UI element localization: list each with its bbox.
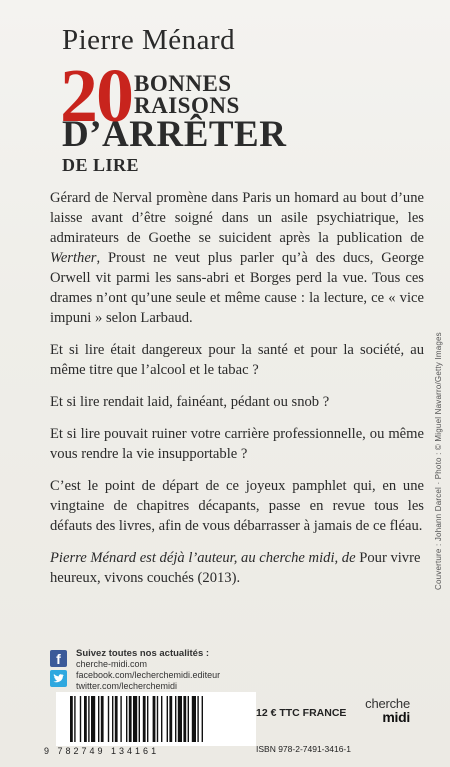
facebook-icon: f bbox=[50, 650, 67, 667]
price-amount: 12 € bbox=[256, 707, 277, 719]
title-line-raisons: RAISONS bbox=[134, 93, 240, 118]
barcode-bar bbox=[88, 696, 89, 742]
barcode-bar bbox=[178, 696, 182, 742]
barcode-bar bbox=[183, 696, 186, 742]
title-line-bonnes: BONNES bbox=[134, 71, 232, 96]
blurb-paragraph-2: Et si lire était dangereux pour la santé et pour la société, au même titre que l’alcool et le tabac ? bbox=[50, 342, 424, 378]
title-number: 20 bbox=[60, 54, 132, 138]
barcode-bar bbox=[202, 696, 203, 742]
twitter-icon bbox=[50, 670, 67, 687]
blurb-paragraph-1: Gérard de Nerval promène dans Paris un homard au bout d’une laisse avant d’être soigné dans un asile psychiatrique, les admirateurs de Goethe se suicident après la publication de Werther, Proust ne veut plus parler qu’à des ducs, George Orwell vit parmi les sans-abri et Borges perd la vue. Tous ces drames n’ont qu’une seule et même cause : la lecture, ce « vice impuni » selon Larbaud. bbox=[50, 190, 424, 326]
twitter-link[interactable]: twitter.com/lecherchemidi bbox=[76, 681, 178, 691]
closing-italic: Pierre Ménard est déjà l’auteur, au cherche midi, de bbox=[50, 550, 356, 566]
barcode-bar bbox=[80, 696, 81, 742]
barcode-bar bbox=[126, 696, 127, 742]
barcode-bar bbox=[153, 696, 156, 742]
site-link[interactable]: cherche-midi.com bbox=[76, 659, 148, 669]
barcode-bar bbox=[133, 696, 137, 742]
facebook-link[interactable]: facebook.com/lecherchemidi.editeur bbox=[76, 670, 221, 680]
barcode-bar bbox=[197, 696, 198, 742]
cover-credits: Couverture : Johann Darcel · Photo : © Miguel Navarro/Getty Images bbox=[434, 332, 443, 590]
publisher-logo bbox=[330, 697, 410, 724]
barcode-digits: 9 782749 134161 bbox=[44, 746, 160, 756]
barcode-bar bbox=[169, 696, 172, 742]
publisher-line1: cherche bbox=[365, 696, 410, 711]
isbn: ISBN 978-2-7491-3416-1 bbox=[256, 744, 351, 754]
werther-title: Werther bbox=[50, 250, 97, 266]
barcode-bar bbox=[108, 696, 109, 742]
barcode-bar bbox=[139, 696, 140, 742]
barcode-bar bbox=[175, 696, 176, 742]
closing-book-title: Pour vivre heureux, vivons couchés bbox=[50, 550, 421, 586]
closing-year: (2013). bbox=[197, 570, 241, 586]
blurb bbox=[50, 188, 424, 600]
blurb-paragraph-3: Et si lire rendait laid, fainéant, pédant ou snob ? bbox=[50, 394, 330, 410]
blurb-paragraph-5: C’est le point de départ de ce joyeux pamphlet qui, en une vingtaine de chapitres décapants, passe en revue tous les défauts des livres, afin de vous débarrasser à jamais de ce fléau. bbox=[50, 478, 424, 534]
barcode-bar bbox=[112, 696, 113, 742]
blurb-closing bbox=[50, 548, 424, 588]
author-name: Pierre Ménard bbox=[62, 24, 236, 56]
blurb-paragraph-4: Et si lire pouvait ruiner votre carrière professionnelle, ou même vous rendre la vie insupportable ? bbox=[50, 426, 424, 462]
title-line-arreter: D’ARRÊTER bbox=[62, 114, 287, 155]
barcode-bar bbox=[143, 696, 146, 742]
barcode-bar bbox=[192, 696, 196, 742]
barcode-bar bbox=[98, 696, 99, 742]
barcode-bar bbox=[115, 696, 118, 742]
publisher-line2: midi bbox=[382, 709, 410, 725]
barcode-bar bbox=[74, 696, 75, 742]
barcode-bar bbox=[188, 696, 189, 742]
barcode-bar bbox=[70, 696, 73, 742]
barcode-bar bbox=[157, 696, 158, 742]
barcode-bar bbox=[147, 696, 148, 742]
title-line-de-lire: DE LIRE bbox=[62, 155, 140, 175]
barcode-bar bbox=[120, 696, 121, 742]
price-suffix: TTC FRANCE bbox=[279, 707, 347, 719]
barcode-bar bbox=[129, 696, 132, 742]
barcode bbox=[56, 692, 256, 746]
follow-label: Suivez toutes nos actualités : bbox=[76, 648, 210, 659]
barcode-bar bbox=[101, 696, 104, 742]
barcode-bar bbox=[167, 696, 168, 742]
barcode-bar bbox=[91, 696, 95, 742]
barcode-bar bbox=[84, 696, 87, 742]
barcode-bar bbox=[161, 696, 162, 742]
